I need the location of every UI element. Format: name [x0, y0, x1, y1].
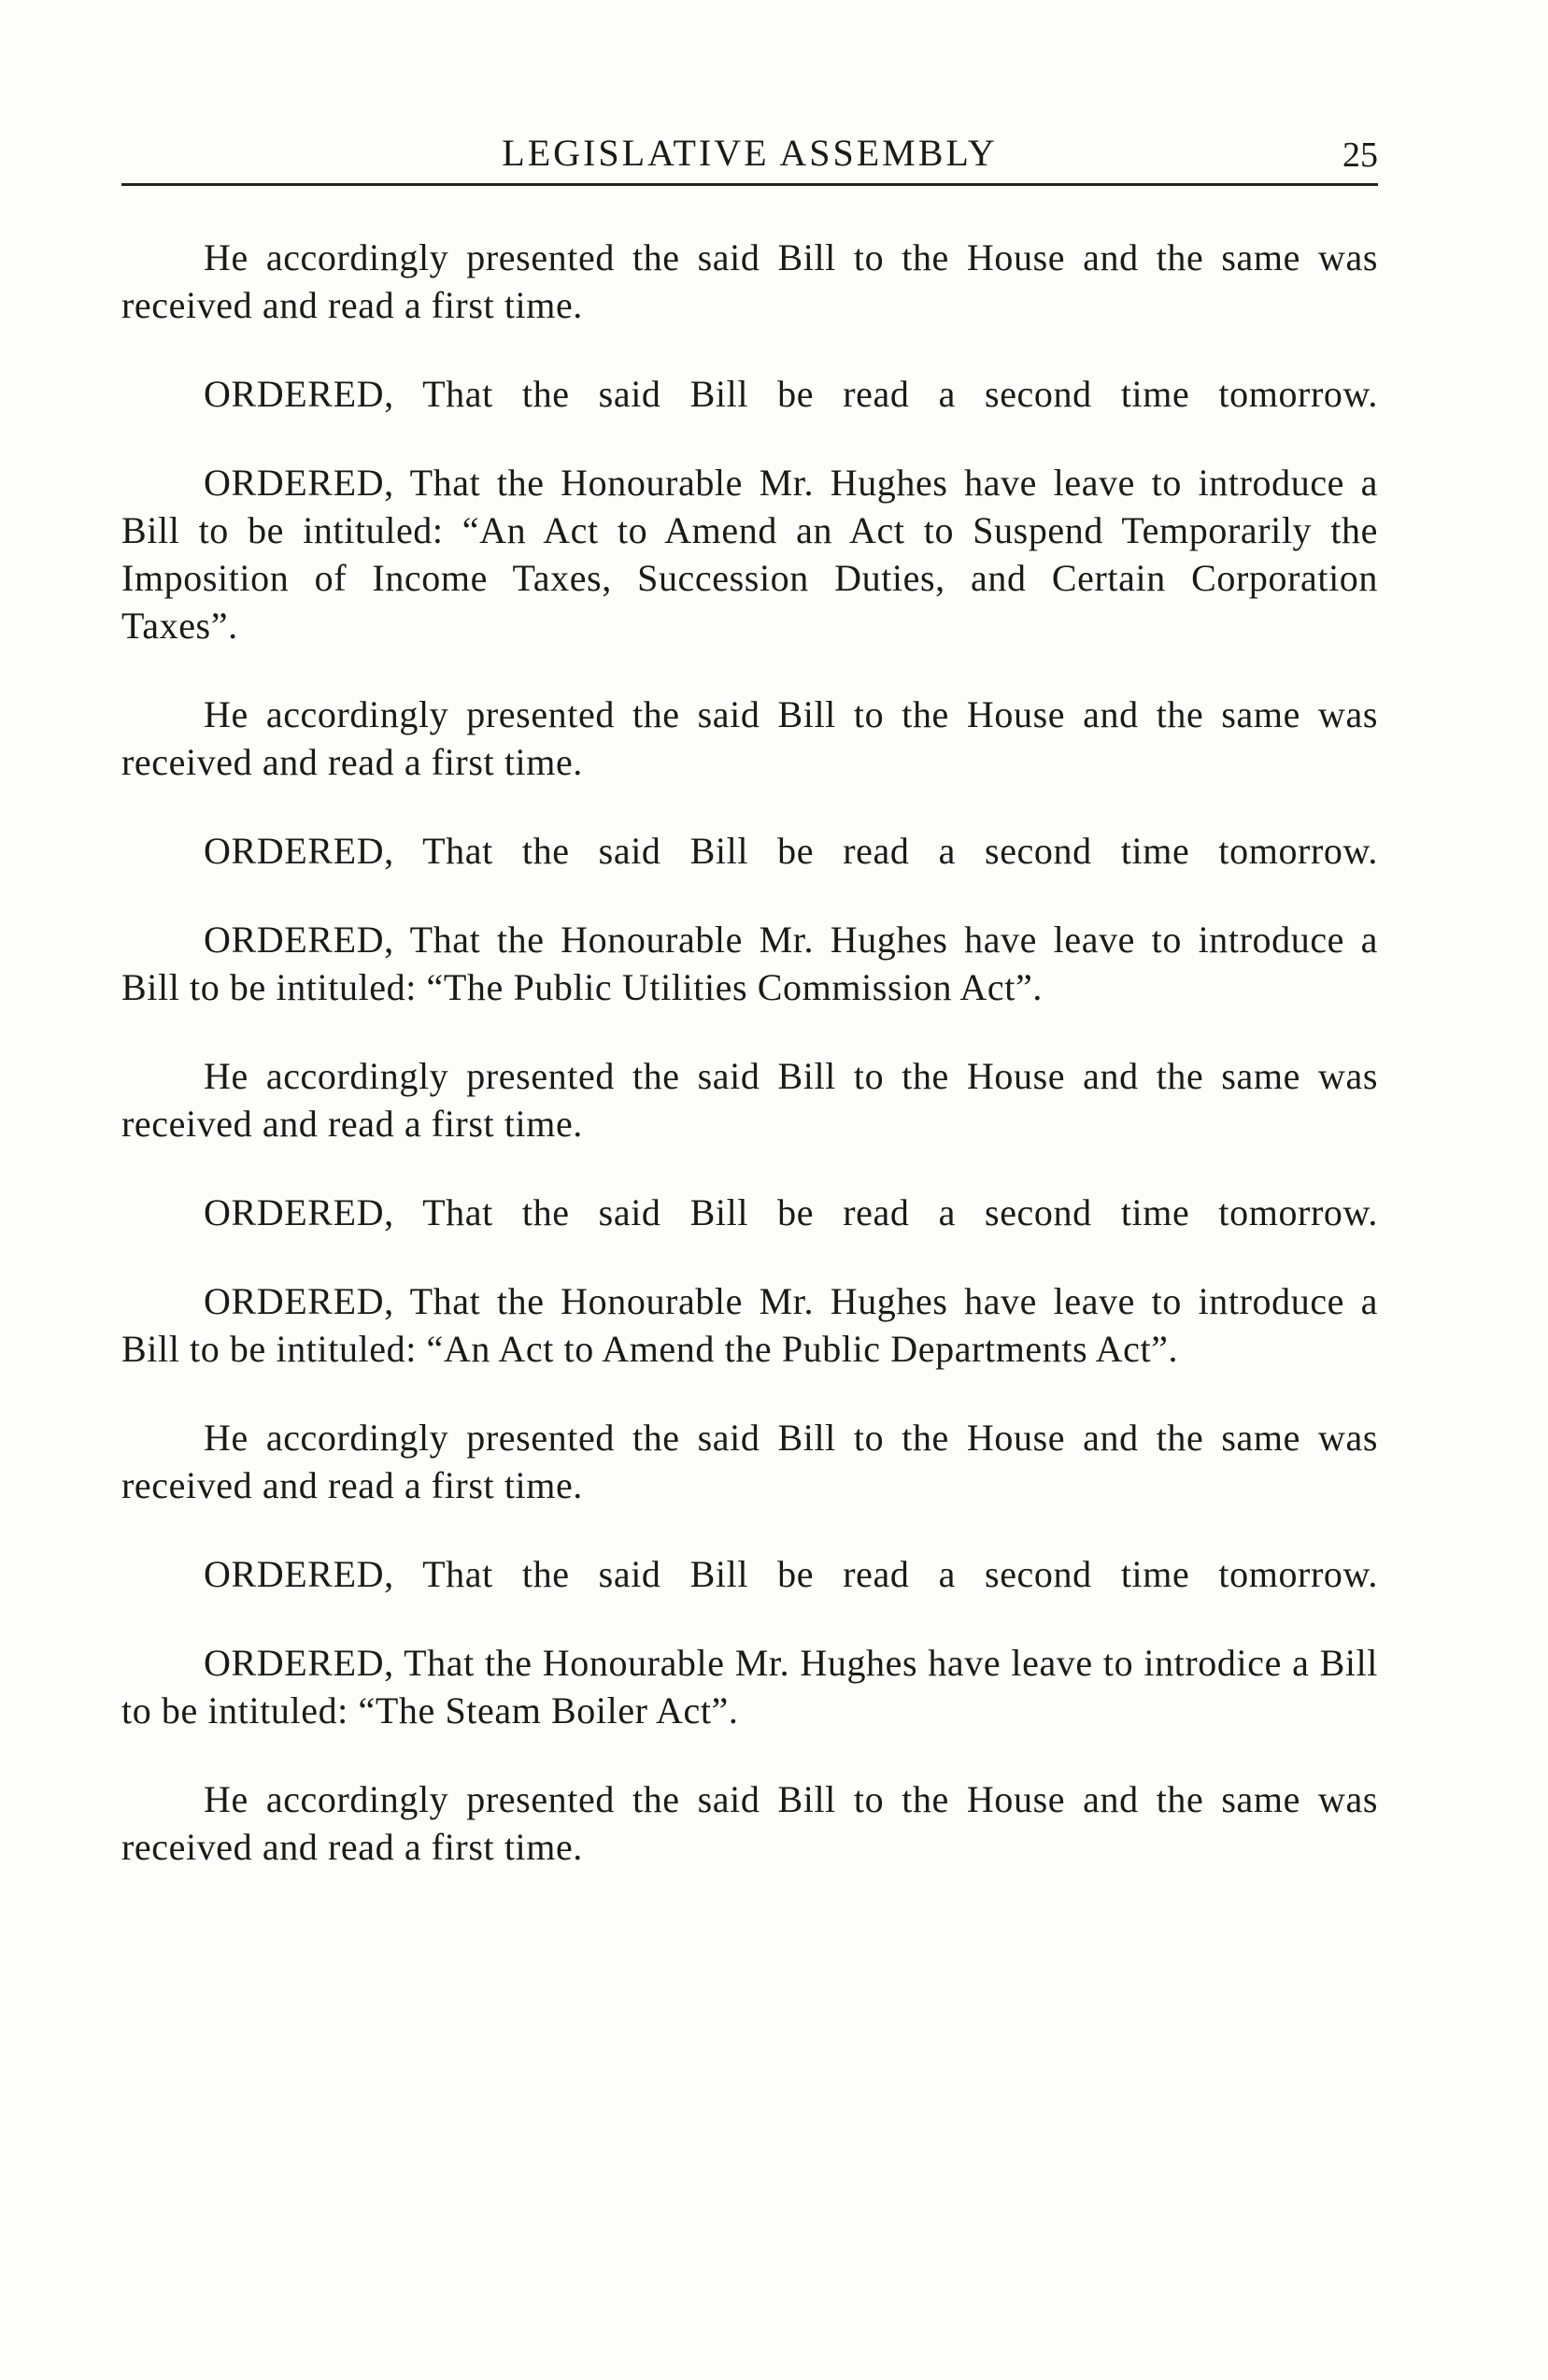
paragraph-ordered: ORDERED, That the said Bill be read a second time tomorrow.: [204, 830, 1378, 872]
page-number: 25: [1342, 135, 1378, 175]
page-header: [121, 125, 1378, 186]
paragraph-ordered: ORDERED, That the Honourable Mr. Hughes have leave to introduce a Bill to be intituled: “An Act to Amend the Public Departments Act”.: [121, 1280, 1378, 1370]
paragraph-presented: He accordingly presented the said Bill to the House and the same was received and read a first time.: [121, 693, 1378, 783]
body-text: [121, 234, 1378, 1871]
paragraph-ordered: ORDERED, That the Honourable Mr. Hughes have leave to introduce a Bill to be intituled: “An Act to Amend an Act to Suspend Temporarily the Imposition of Income Taxes, Succession Duties, and Certain Corporation Taxes”.: [121, 462, 1378, 647]
paragraph-presented: He accordingly presented the said Bill to the House and the same was received and read a first time.: [121, 236, 1378, 326]
paragraph-ordered: ORDERED, That the said Bill be read a second time tomorrow.: [204, 1553, 1378, 1595]
paragraph-ordered: ORDERED, That the Honourable Mr. Hughes have leave to introduce a Bill to be intituled: “The Public Utilities Commission Act”.: [121, 919, 1378, 1008]
running-title: LEGISLATIVE ASSEMBLY: [502, 132, 998, 174]
paragraph-presented: He accordingly presented the said Bill to the House and the same was received and read a first time.: [121, 1055, 1378, 1145]
paragraph-ordered: ORDERED, That the said Bill be read a second time tomorrow.: [204, 1191, 1378, 1233]
paragraph-presented: He accordingly presented the said Bill to the House and the same was received and read a first time.: [121, 1417, 1378, 1506]
paragraph-ordered: ORDERED, That the said Bill be read a second time tomorrow.: [204, 373, 1378, 415]
paragraph-presented: He accordingly presented the said Bill to the House and the same was received and read a first time.: [121, 1778, 1378, 1868]
paragraph-ordered: ORDERED, That the Honourable Mr. Hughes have leave to introdice a Bill to be intituled: “The Steam Boiler Act”.: [121, 1642, 1378, 1732]
